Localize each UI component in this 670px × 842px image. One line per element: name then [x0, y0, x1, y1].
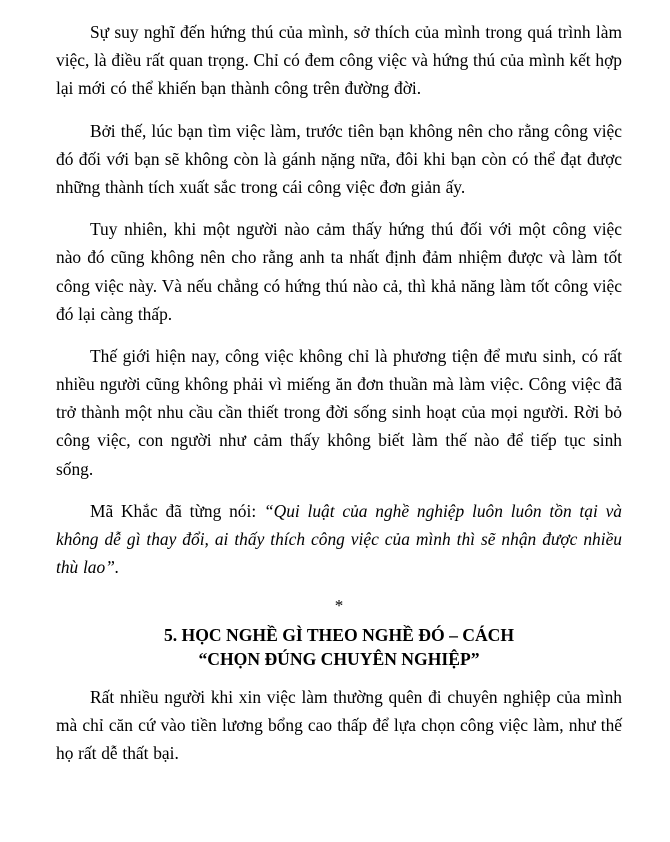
section-heading — [56, 624, 622, 670]
closing-paragraph: Rất nhiều người khi xin việc làm thường quên đi chuyên nghiệp của mình mà chỉ căn cứ vào tiền lương bổng cao thấp để lựa chọn công việc làm, như thế họ rất dễ thất bại. — [56, 686, 622, 764]
section-separator: * — [334, 596, 344, 616]
quote-paragraph — [56, 497, 622, 582]
quote-text: “Qui luật của nghề nghiệp luôn luôn tồn tại và không dễ gì thay đổi, ai thấy thích công việc của mình thì sẽ nhận được nhiều thù lao”. — [56, 500, 622, 578]
paragraph-3: Tuy nhiên, khi một người nào cảm thấy hứng thú đối với một công việc nào đó cũng không nên cho rằng anh ta nhất định đảm nhiệm được và làm tốt công việc này. Và nếu chẳng có hứng thú nào cả, thì khả năng làm tốt công việc đó lại càng thấp. — [56, 219, 622, 324]
section-heading-line-1: 5. HỌC NGHỀ GÌ THEO NGHỀ ĐÓ – CÁCH — [163, 625, 515, 646]
section-heading-line-2: “CHỌN ĐÚNG CHUYÊN NGHIỆP” — [198, 648, 480, 669]
quote-lead-text: Mã Khắc đã từng nói: — [90, 500, 264, 521]
paragraph-4: Thế giới hiện nay, công việc không chỉ là phương tiện để mưu sinh, có rất nhiều người cũng không phải vì miếng ăn đơn thuần mà làm việc. Công việc đã trở thành một nhu cầu cần thiết trong đời sống sinh hoạt của mọi người. Rời bỏ công việc, con người như cảm thấy không biết làm thế nào để tiếp tục sinh sống. — [56, 345, 622, 479]
paragraph-1: Sự suy nghĩ đến hứng thú của mình, sở thích của mình trong quá trình làm việc, là điều rất quan trọng. Chỉ có đem công việc và hứng thú của mình kết hợp lại mới có thể khiến bạn thành công trên đường đời. — [56, 22, 622, 99]
paragraph-2: Bởi thế, lúc bạn tìm việc làm, trước tiên bạn không nên cho rằng công việc đó đối với bạn sẽ không còn là gánh nặng nữa, đôi khi bạn còn có thể đạt được những thành tích xuất sắc trong cái công việc đơn giản ấy. — [56, 120, 622, 197]
